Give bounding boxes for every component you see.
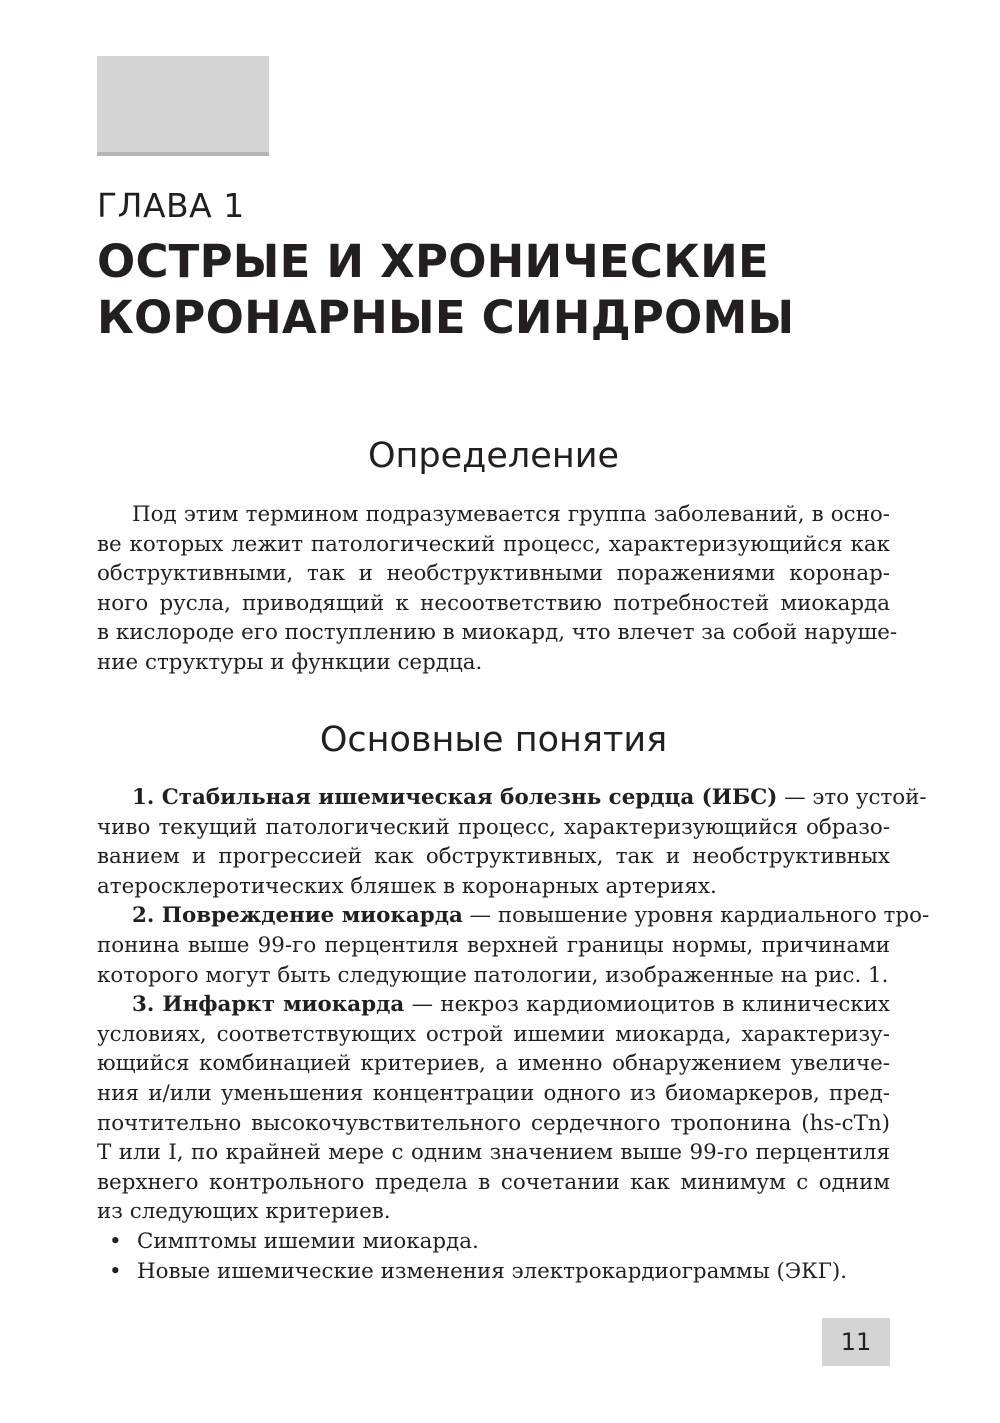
text-line: из следующих критериев.	[97, 1199, 391, 1225]
text-line: ного русла, приводящий к несоответствию потребностей миокарда	[97, 590, 890, 616]
concepts-heading: Основные понятия	[319, 720, 668, 760]
text-line: T или I, по крайней мере с одним значением выше 99-го перцентиля	[97, 1140, 890, 1166]
definition-paragraph	[97, 500, 898, 678]
concepts-list	[97, 783, 930, 1286]
bullet-item	[97, 1257, 890, 1287]
text-line: обструктивными, так и необструктивными поражениями коронар-	[97, 561, 890, 587]
chapter-title	[97, 234, 794, 346]
text-line: верхнего контрольного предела в сочетании как минимум с одним	[97, 1169, 890, 1195]
text-line: ние структуры и функции сердца.	[97, 649, 483, 675]
bullet-text: Новые ишемические изменения электрокардиограммы (ЭКГ).	[137, 1258, 848, 1284]
text-line: ванием и прогрессией как обструктивных, так и необструктивных	[97, 844, 890, 870]
text-line: ния и/или уменьшения концентрации одного из биомаркеров, пред-	[97, 1080, 890, 1106]
text-line: ве которых лежит патологический процесс, характеризующийся как	[97, 531, 890, 557]
chapter-title-line: КОРОНАРНЫЕ СИНДРОМЫ	[97, 291, 795, 344]
bullet-text: Симптомы ишемии миокарда.	[137, 1228, 479, 1254]
text-line: которого могут быть следующие патологии, изображенные на рис. 1.	[97, 962, 889, 988]
text-line: Под этим термином подразумевается группа заболеваний, в осно-	[132, 502, 890, 527]
chapter-title-line: ОСТРЫЕ И ХРОНИЧЕСКИЕ	[97, 235, 769, 288]
bullet-icon: •	[109, 1258, 122, 1284]
chapter-label: ГЛАВА 1	[97, 186, 245, 225]
text-line: понина выше 99-го перцентиля верхней границы нормы, причинами	[97, 932, 890, 958]
text-line: условиях, соответствующих острой ишемии миокарда, характеризу-	[97, 1021, 890, 1047]
concept-item-2-first-line	[97, 901, 930, 931]
definition-heading: Определение	[368, 436, 619, 476]
text-line: в кислороде его поступлению в миокард, что влечет за собой наруше-	[97, 620, 898, 646]
text-line: ющийся комбинацией критериев, а именно обнаружением увеличе-	[97, 1051, 890, 1077]
concept-text: — повышение уровня кардиального тро-	[462, 903, 930, 929]
concept-term: 2. Повреждение миокарда	[132, 903, 463, 929]
bullet-item	[97, 1227, 890, 1257]
text-line: чиво текущий патологический процесс, характеризующийся образо-	[97, 814, 890, 840]
text-line: почтительно высокочувствительного сердечного тропонина (hs-cTn)	[97, 1110, 890, 1136]
concept-text: — некроз кардиомиоцитов в клинических	[404, 992, 890, 1018]
text-line: атеросклеротических бляшек в коронарных артериях.	[97, 873, 717, 899]
concept-item-1-first-line	[97, 783, 927, 813]
concept-term: 3. Инфаркт миокарда	[132, 992, 405, 1018]
concept-term: 1. Стабильная ишемическая болезнь сердца (ИБС)	[132, 785, 778, 810]
chapter-decor-block	[97, 56, 269, 156]
bullet-icon: •	[109, 1228, 122, 1254]
page-number: 11	[822, 1318, 890, 1366]
concept-item-3-first-line	[97, 990, 890, 1020]
concept-text: — это устой-	[777, 785, 927, 810]
